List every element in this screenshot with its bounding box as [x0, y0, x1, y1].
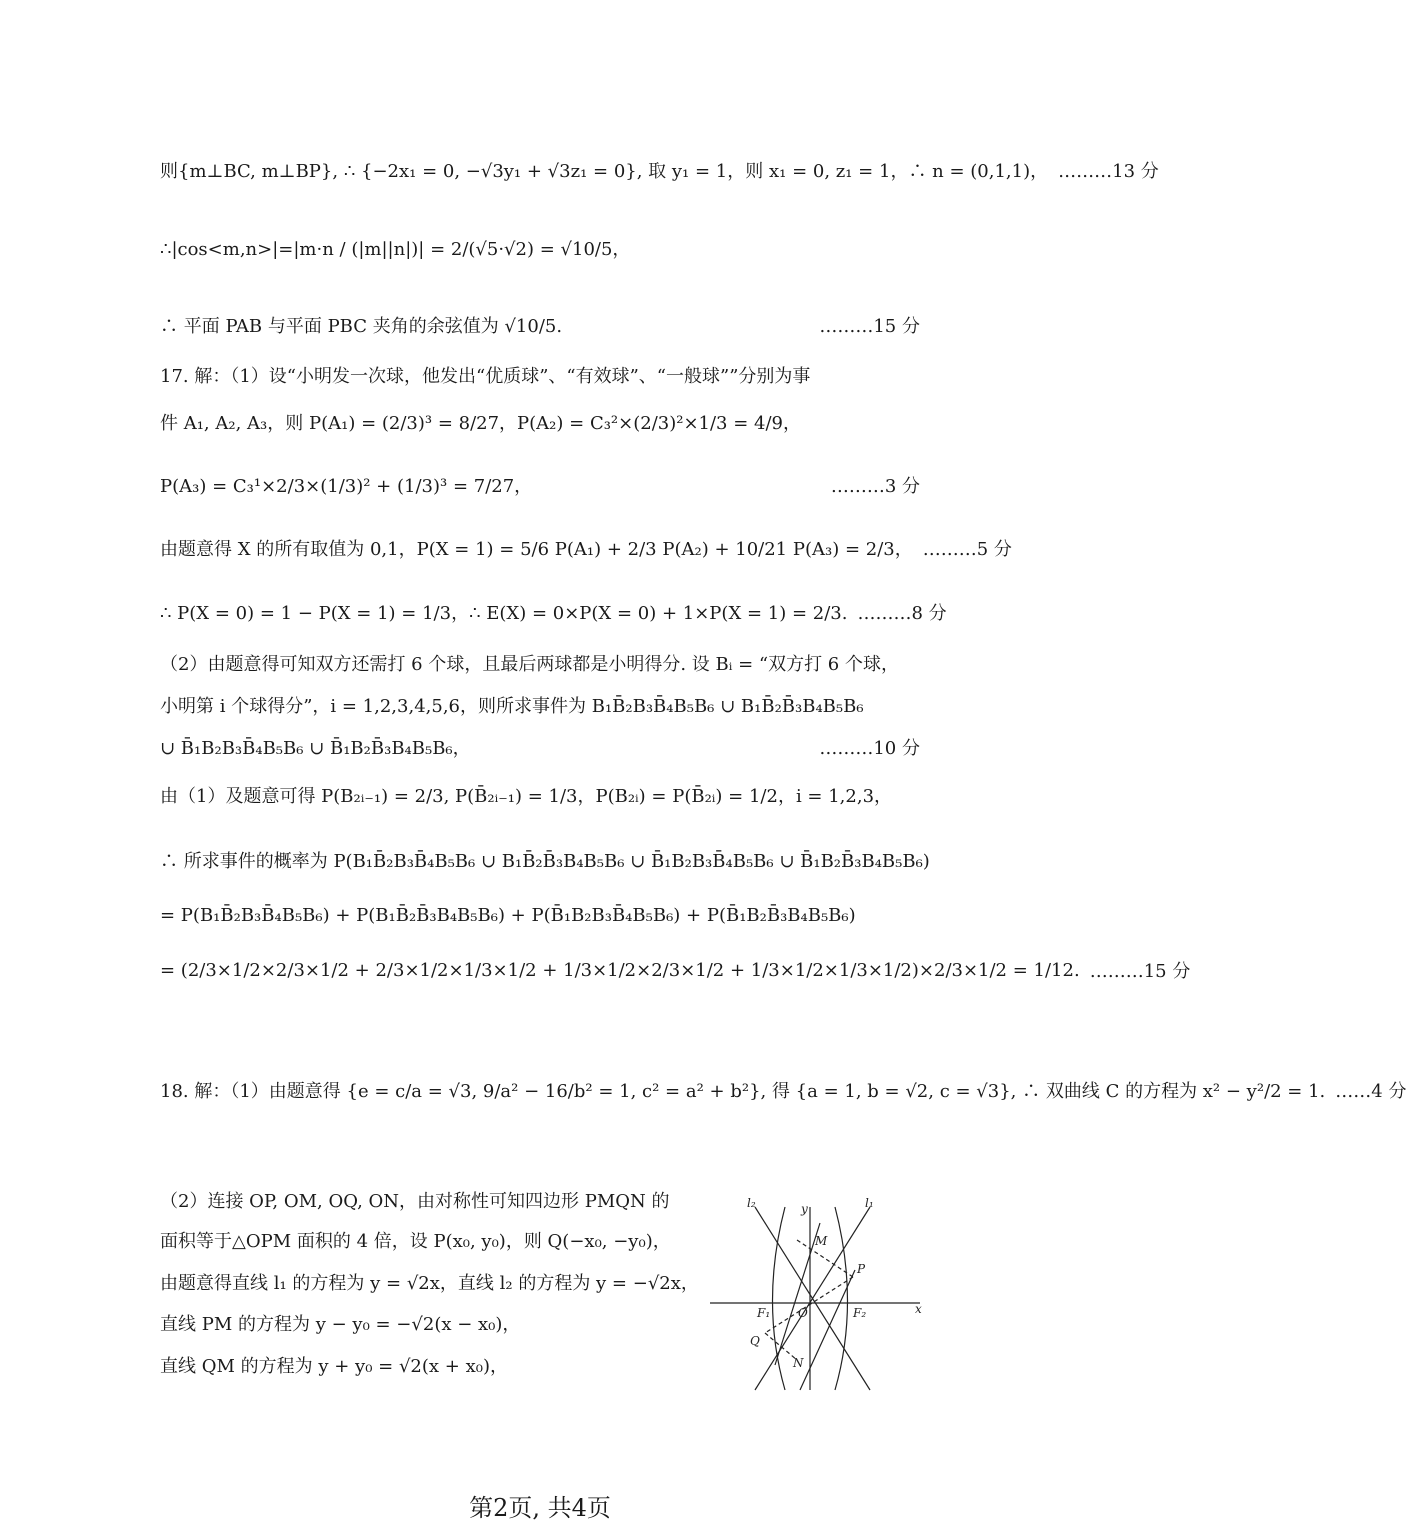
line-14	[160, 900, 920, 930]
line-21-text: 直线 QM 的方程为 y + y₀ = √2(x + x₀)，	[160, 1356, 508, 1377]
line-20-text: 直线 PM 的方程为 y − y₀ = −√2(x − x₀)，	[160, 1314, 521, 1335]
line-12-text: 由（1）及题意可得 P(B₂ᵢ₋₁) = 2/3, P(B̄₂ᵢ₋₁) = 1/3，P(B₂ᵢ) = P(B̄₂ᵢ) = 1/2，i = 1,2,3，	[160, 786, 893, 807]
page-footer: 第2页, 共4页	[469, 1494, 611, 1522]
label-f2: F₂	[853, 1306, 867, 1320]
label-l2: l₂	[747, 1196, 756, 1210]
line-3-score: ………15 分	[819, 316, 920, 337]
line-4	[160, 360, 920, 390]
line-7-score: ………5 分	[922, 539, 1012, 560]
line-17-text: （2）连接 OP, OM, OQ, ON，由对称性可知四边形 PMQN 的	[160, 1191, 670, 1212]
line-1-score: ………13 分	[1058, 161, 1159, 182]
line-7-text: 由题意得 X 的所有取值为 0,1，P(X = 1) = 5/6 P(A₁) + 2/3 P(A₂) + 10/21 P(A₃) = 2/3，	[160, 539, 913, 560]
line-14-text: = P(B₁B̄₂B₃B̄₄B₅B₆) + P(B₁B̄₂B̄₃B₄B₅B₆) + P(B̄₁B₂B₃B̄₄B₅B₆) + P(B̄₁B₂B̄₃B₄B₅B₆)	[160, 904, 856, 926]
line-13-text: ∴ 所求事件的概率为 P(B₁B̄₂B₃B̄₄B₅B₆ ∪ B₁B̄₂B̄₃B₄B₅B₆ ∪ B̄₁B₂B₃B̄₄B₅B₆ ∪ B̄₁B₂B̄₃B₄B₅B₆)	[160, 851, 930, 872]
line-16-text: 18. 解：（1）由题意得 {e = c/a = √3, 9/a² − 16/b² = 1, c² = a² + b²}, 得 {a = 1, b = √2, c = √3}, ∴ 双曲线 C 的方程为 x² − y²/2 = 1.	[160, 1081, 1326, 1102]
line-11-text: ∪ B̄₁B₂B₃B̄₄B₅B₆ ∪ B̄₁B₂B̄₃B₄B₅B₆，	[160, 738, 471, 759]
line-5	[160, 402, 920, 442]
line-15-score: ………15 分	[1089, 961, 1191, 982]
line-10	[160, 690, 920, 720]
left-branch	[773, 1207, 786, 1390]
label-f1: F₁	[757, 1306, 771, 1320]
line-1-text: 则{m⊥BC, m⊥BP}, ∴ {−2x₁ = 0, −√3y₁ + √3z₁ = 0}, 取 y₁ = 1，则 x₁ = 0, z₁ = 1，∴ n = (0,1,1)，	[160, 161, 1049, 182]
line-8-text: ∴ P(X = 0) = 1 − P(X = 1) = 1/3，∴ E(X) = 0×P(X = 0) + 1×P(X = 1) = 2/3.	[160, 603, 848, 624]
hyperbola-figure	[705, 1195, 930, 1395]
line-1	[160, 150, 1159, 190]
line-16-score: ……4 分	[1335, 1081, 1406, 1102]
line-9	[160, 648, 920, 678]
label-x: x	[915, 1302, 922, 1316]
line-2	[160, 228, 920, 268]
line-8	[160, 592, 947, 632]
line-6-text: P(A₃) = C₃¹×2/3×(1/3)² + (1/3)³ = 7/27，	[160, 476, 533, 497]
dashed-pq	[765, 1277, 853, 1333]
line-3	[160, 305, 920, 345]
line-6-score: ………3 分	[830, 476, 920, 497]
line-2-text: ∴|cos<m,n>|=|m·n / (|m||n|)| = 2/(√5·√2) = √10/5，	[160, 239, 631, 260]
line-11-score: ………10 分	[819, 738, 920, 759]
line-8-score: ………8 分	[857, 603, 947, 624]
line-11	[160, 732, 920, 762]
line-9-text: （2）由题意得可知双方还需打 6 个球，且最后两球都是小明得分. 设 Bᵢ = “双方打 6 个球，	[160, 654, 899, 675]
label-n: N	[793, 1356, 804, 1370]
line-13	[160, 845, 930, 875]
label-m: M	[815, 1234, 828, 1248]
line-4-text: 17. 解：（1）设“小明发一次球，他发出“优质球”、“有效球”、“一般球””分别为事	[160, 366, 811, 387]
label-o: O	[798, 1306, 808, 1320]
line-10-text: 小明第 i 个球得分”，i = 1,2,3,4,5,6，则所求事件为 B₁B̄₂B₃B̄₄B₅B₆ ∪ B₁B̄₂B̄₃B₄B₅B₆	[160, 696, 864, 717]
line-19-text: 由题意得直线 l₁ 的方程为 y = √2x，直线 l₂ 的方程为 y = −√2x，	[160, 1273, 699, 1294]
line-7	[160, 528, 1012, 568]
line-3-text: ∴ 平面 PAB 与平面 PBC 夹角的余弦值为 √10/5.	[160, 316, 563, 337]
label-q: Q	[750, 1334, 760, 1348]
line-16	[160, 1010, 1406, 1170]
line-18-text: 面积等于△OPM 面积的 4 倍，设 P(x₀, y₀)，则 Q(−x₀, −y₀)，	[160, 1231, 671, 1252]
label-y: y	[801, 1202, 808, 1216]
line-15	[160, 950, 1191, 990]
line-15-text: = (2/3×1/2×2/3×1/2 + 2/3×1/2×1/3×1/2 + 1/3×1/2×2/3×1/2 + 1/3×1/2×1/3×1/2)×2/3×1/2 = 1/12.	[160, 959, 1080, 981]
right-branch	[835, 1207, 848, 1390]
line-12	[160, 775, 920, 815]
line-5-text: 件 A₁, A₂, A₃，则 P(A₁) = (2/3)³ = 8/27，P(A₂) = C₃²×(2/3)²×1/3 = 4/9，	[160, 413, 802, 434]
line-pm	[775, 1223, 820, 1365]
label-l1: l₁	[865, 1196, 874, 1210]
label-p: P	[857, 1262, 866, 1276]
line-6	[160, 465, 920, 505]
